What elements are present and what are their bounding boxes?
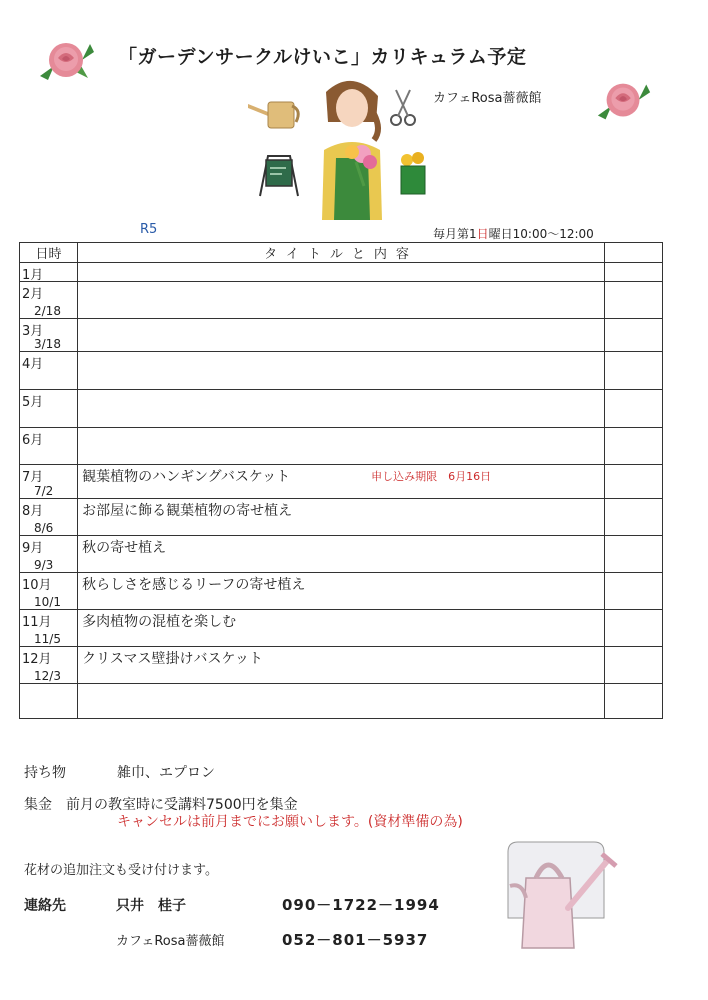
- table-row: [20, 465, 663, 499]
- lesson-title: 秋らしさを感じるリーフの寄せ植え: [82, 577, 306, 593]
- day-label: 11/5: [34, 632, 61, 646]
- table-header-row: [20, 243, 663, 263]
- schedule-pre: 毎月第1: [433, 227, 477, 241]
- content-cell: [78, 319, 605, 352]
- easel-sign-icon: [256, 152, 302, 198]
- bring-value: 雑巾、エプロン: [117, 765, 215, 781]
- title-column-header: [78, 243, 605, 263]
- side-cell: [604, 282, 662, 319]
- side-cell: [604, 465, 662, 499]
- content-cell: [78, 647, 605, 684]
- date-cell: [20, 465, 78, 499]
- month-label: 7月: [22, 470, 44, 485]
- side-cell: [604, 647, 662, 684]
- extra-order-note: 花材の追加注文も受け付けます。: [24, 863, 218, 878]
- cancel-policy: キャンセルは前月までにお願いします。(資材準備の為): [117, 814, 463, 830]
- side-cell: [604, 263, 662, 282]
- side-cell: [604, 428, 662, 465]
- day-label: 3/18: [34, 337, 61, 351]
- lesson-title: 観葉植物のハンギングバスケット: [82, 469, 291, 485]
- date-cell: [20, 352, 78, 390]
- side-cell: [604, 684, 662, 719]
- date-cell: [20, 684, 78, 719]
- venue-phone: 052－801－5937: [282, 931, 429, 949]
- lesson-title: 多肉植物の混植を楽しむ: [82, 614, 237, 630]
- lesson-title: 秋の寄せ植え: [82, 540, 167, 556]
- table-row: [20, 499, 663, 536]
- content-cell: [78, 499, 605, 536]
- year-label: R5: [140, 222, 158, 237]
- side-cell: [604, 390, 662, 428]
- month-label: 2月: [22, 287, 44, 302]
- month-label: 5月: [22, 395, 44, 410]
- side-cell: [604, 610, 662, 647]
- watering-can-photo: [502, 838, 624, 958]
- schedule-post: 曜日10:00～12:00: [488, 227, 594, 241]
- content-cell: [78, 428, 605, 465]
- date-cell: [20, 573, 78, 610]
- venue-name: カフェRosa薔薇館: [433, 91, 542, 106]
- date-cell: [20, 263, 78, 282]
- table-row: [20, 282, 663, 319]
- content-cell: [78, 282, 605, 319]
- table-row: [20, 573, 663, 610]
- content-cell: [78, 465, 605, 499]
- month-label: 10月: [22, 578, 52, 593]
- table-row: [20, 390, 663, 428]
- table-row: [20, 352, 663, 390]
- content-cell: [78, 352, 605, 390]
- day-label: 2/18: [34, 304, 61, 318]
- content-cell: [78, 684, 605, 719]
- table-row: [20, 263, 663, 282]
- side-cell: [604, 319, 662, 352]
- side-column-header: [604, 243, 662, 263]
- date-cell: [20, 499, 78, 536]
- day-label: 10/1: [34, 595, 61, 609]
- date-cell: [20, 647, 78, 684]
- date-cell: [20, 610, 78, 647]
- scissors-icon: [388, 88, 418, 128]
- side-cell: [604, 573, 662, 610]
- rose-icon: [594, 78, 654, 124]
- content-cell: [78, 390, 605, 428]
- deadline-note: 申し込み期限 6月16日: [371, 470, 492, 483]
- lesson-title: クリスマス壁掛けバスケット: [82, 651, 263, 667]
- contact-phone: 090－1722－1994: [282, 896, 440, 914]
- day-label: 7/2: [34, 484, 54, 498]
- table-row: [20, 536, 663, 573]
- side-cell: [604, 499, 662, 536]
- content-cell: [78, 573, 605, 610]
- table-row: [20, 319, 663, 352]
- curriculum-table: [19, 242, 663, 719]
- month-label: 6月: [22, 433, 44, 448]
- page-title: 「ガーデンサークルけいこ」カリキュラム予定: [118, 46, 527, 68]
- table-row: [20, 428, 663, 465]
- title-column-label: タイトルと内容: [264, 247, 418, 262]
- schedule-text: [433, 225, 594, 242]
- schedule-day: 日: [476, 227, 489, 241]
- date-cell: [20, 428, 78, 465]
- content-cell: [78, 536, 605, 573]
- fee-text: 集金 前月の教室時に受講料7500円を集金: [24, 797, 298, 813]
- gardener-woman-illustration: [312, 74, 392, 220]
- month-label: 3月: [22, 324, 44, 339]
- content-cell: [78, 610, 605, 647]
- bring-label: 持ち物: [24, 765, 66, 781]
- content-cell: [78, 263, 605, 282]
- side-cell: [604, 536, 662, 573]
- contact-name: 只井 桂子: [116, 898, 186, 914]
- contact-label: 連絡先: [24, 898, 66, 914]
- side-cell: [604, 352, 662, 390]
- date-column-header: 日時: [20, 243, 78, 263]
- flower-pot-icon: [398, 150, 428, 196]
- watering-can-icon: [246, 94, 302, 132]
- month-label: 8月: [22, 504, 44, 519]
- table-row: [20, 647, 663, 684]
- month-label: 11月: [22, 615, 52, 630]
- day-label: 8/6: [34, 521, 54, 535]
- lesson-title: お部屋に飾る観葉植物の寄せ植え: [82, 503, 293, 519]
- table-row: [20, 684, 663, 719]
- month-label: 4月: [22, 357, 44, 372]
- table-row: [20, 610, 663, 647]
- date-cell: [20, 390, 78, 428]
- contact-venue: カフェRosa薔薇館: [116, 934, 225, 949]
- month-label: 9月: [22, 541, 44, 556]
- rose-icon: [36, 38, 98, 84]
- date-cell: [20, 536, 78, 573]
- day-label: 9/3: [34, 558, 54, 572]
- month-label: 1月: [22, 268, 44, 283]
- day-label: 12/3: [34, 669, 61, 683]
- month-label: 12月: [22, 652, 52, 667]
- date-cell: [20, 282, 78, 319]
- date-cell: [20, 319, 78, 352]
